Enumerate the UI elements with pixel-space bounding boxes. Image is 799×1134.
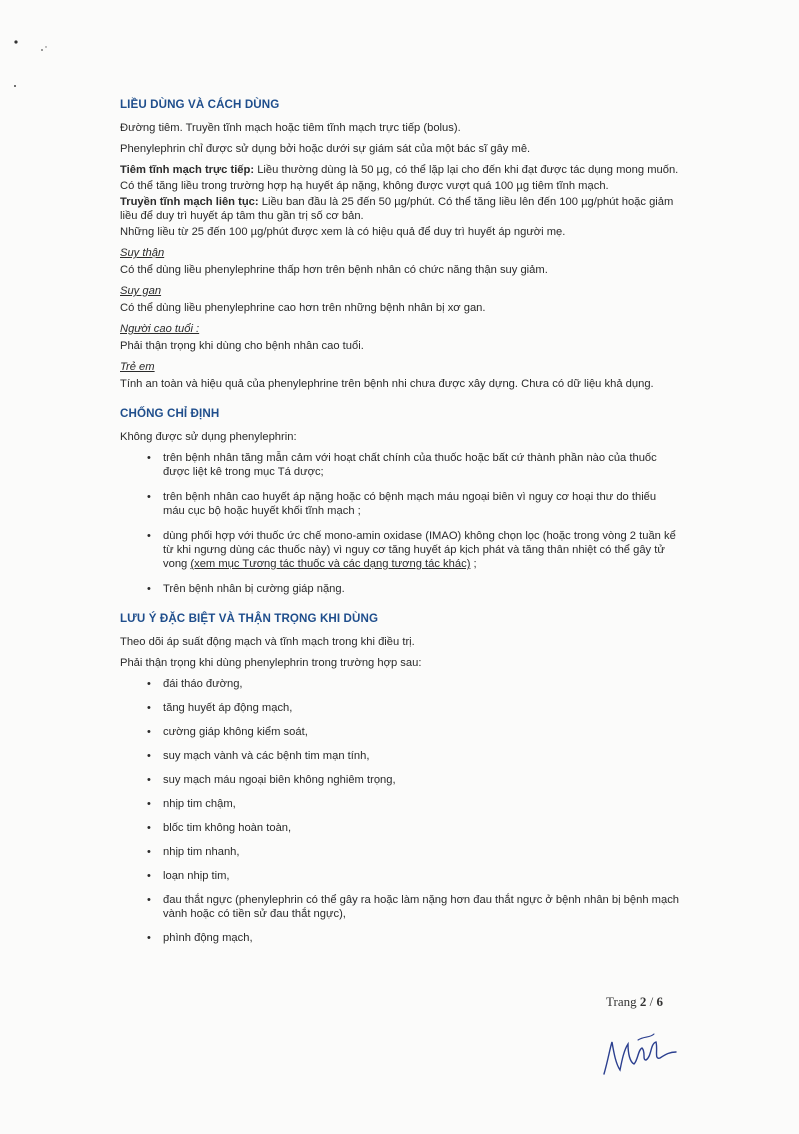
list-item: • nhịp tim nhanh, [120, 845, 680, 859]
list-item: • blốc tim không hoàn toàn, [120, 821, 680, 835]
cross-reference: (xem mục Tương tác thuốc và các dạng tương tác khác) [190, 558, 471, 570]
children-subheading: Trẻ em [120, 361, 155, 373]
list-item: • loạn nhịp tim, [120, 869, 680, 883]
list-item: • cường giáp không kiểm soát, [120, 725, 680, 739]
list-item: • trên bệnh nhân cao huyết áp nặng hoặc có bệnh mạch máu ngoại biên vì nguy cơ hoại thư do thiếu máu cục bộ hoặc huyết khối tĩnh mạch ; [120, 490, 680, 518]
contraindications-list [120, 451, 680, 596]
contraindications-heading: CHỐNG CHỈ ĐỊNH [120, 407, 220, 420]
renal-subheading: Suy thận [120, 247, 165, 259]
page-number [606, 994, 663, 1010]
children-text: Tính an toàn và hiệu quả của phenylephrine trên bệnh nhi chưa được xây dựng. Chưa có dữ liệu khả dụng. [120, 378, 654, 390]
list-item: • trên bệnh nhân tăng mẫn cảm với hoạt chất chính của thuốc hoặc bất cứ thành phần nào của thuốc được liệt kê trong mục Tá dược; [120, 451, 680, 479]
handwritten-signature [598, 1030, 680, 1082]
contraindications-intro: Không được sử dụng phenylephrin: [120, 431, 297, 443]
warnings-heading: LƯU Ý ĐẶC BIỆT VÀ THẬN TRỌNG KHI DÙNG [120, 612, 379, 625]
dosage-direct-injection [120, 163, 680, 177]
warnings-intro: Phải thận trọng khi dùng phenylephrin trong trường hợp sau: [120, 657, 422, 669]
list-item: • đái tháo đường, [120, 677, 680, 691]
page-label: Trang [606, 994, 640, 1009]
elderly-subheading: Người cao tuổi : [120, 323, 200, 335]
direct-injection-text: Liều thường dùng là 50 µg, có thể lặp lại cho đến khi đạt được tác dụng mong muốn. [254, 164, 679, 176]
renal-text: Có thể dùng liều phenylephrine thấp hơn trên bệnh nhân có chức năng thận suy giảm. [120, 264, 548, 276]
list-item: • suy mạch vành và các bệnh tim mạn tính, [120, 749, 680, 763]
page-current: 2 [639, 994, 647, 1009]
dosage-route: Đường tiêm. Truyền tĩnh mạch hoặc tiêm tĩnh mạch trực tiếp (bolus). [120, 122, 461, 134]
infusion-label: Truyền tĩnh mạch liên tục: [120, 196, 259, 208]
item-text: dùng phối hợp với thuốc ức chế mono-amin oxidase (IMAO) không chọn lọc (hoặc trong vòng 2 tuần kể từ khi ngưng dùng các thuốc này) vì nguy cơ tăng huyết áp kịch phát và tăng thân nhiệt có thể gây tử vong [163, 530, 676, 570]
direct-injection-label: Tiêm tĩnh mạch trực tiếp: [120, 164, 255, 176]
hepatic-subheading: Suy gan [120, 285, 162, 297]
elderly-text: Phải thận trọng khi dùng cho bệnh nhân cao tuổi. [120, 340, 364, 352]
list-item: • Trên bệnh nhân bị cường giáp nặng. [120, 582, 680, 596]
scan-specks [10, 30, 70, 100]
dosage-increase-note: Có thể tăng liều trong trường hợp hạ huyết áp nặng, không được vượt quá 100 µg tiêm tĩnh mạch. [120, 180, 609, 192]
hepatic-text: Có thể dùng liều phenylephrine cao hơn trên những bệnh nhân bị xơ gan. [120, 302, 486, 314]
page-total: 6 [656, 994, 663, 1009]
item-end: ; [470, 558, 477, 570]
dosage-heading: LIỀU DÙNG VÀ CÁCH DÙNG [120, 98, 280, 111]
list-item: • suy mạch máu ngoại biên không nghiêm trọng, [120, 773, 680, 787]
list-item: • nhịp tim chậm, [120, 797, 680, 811]
list-item [120, 529, 680, 571]
list-item: • tăng huyết áp động mạch, [120, 701, 680, 715]
warnings-list [120, 677, 680, 945]
dosage-supervision: Phenylephrin chỉ được sử dụng bởi hoặc dưới sự giám sát của một bác sĩ gây mê. [120, 143, 531, 155]
list-item: • đau thắt ngực (phenylephrin có thể gây ra hoặc làm nặng hơn đau thắt ngực ở bệnh nhân bị bệnh mạch vành hoặc có tiền sử đau thắt ngực), [120, 893, 680, 921]
document-body [120, 98, 680, 955]
dosage-maternal: Những liều từ 25 đến 100 µg/phút được xem là có hiệu quả để duy trì huyết áp người mẹ. [120, 226, 566, 238]
page-separator: / [646, 994, 657, 1009]
list-item: • phình động mạch, [120, 931, 680, 945]
dosage-infusion [120, 195, 680, 223]
infusion-text: Liều ban đầu là 25 đến 50 µg/phút. Có thể tăng liều lên đến 100 µg/phút hoặc giảm liều để duy trì huyết áp tâm thu gần trị số cơ bản. [120, 196, 674, 222]
warnings-monitoring: Theo dõi áp suất động mạch và tĩnh mạch trong khi điều trị. [120, 636, 415, 648]
